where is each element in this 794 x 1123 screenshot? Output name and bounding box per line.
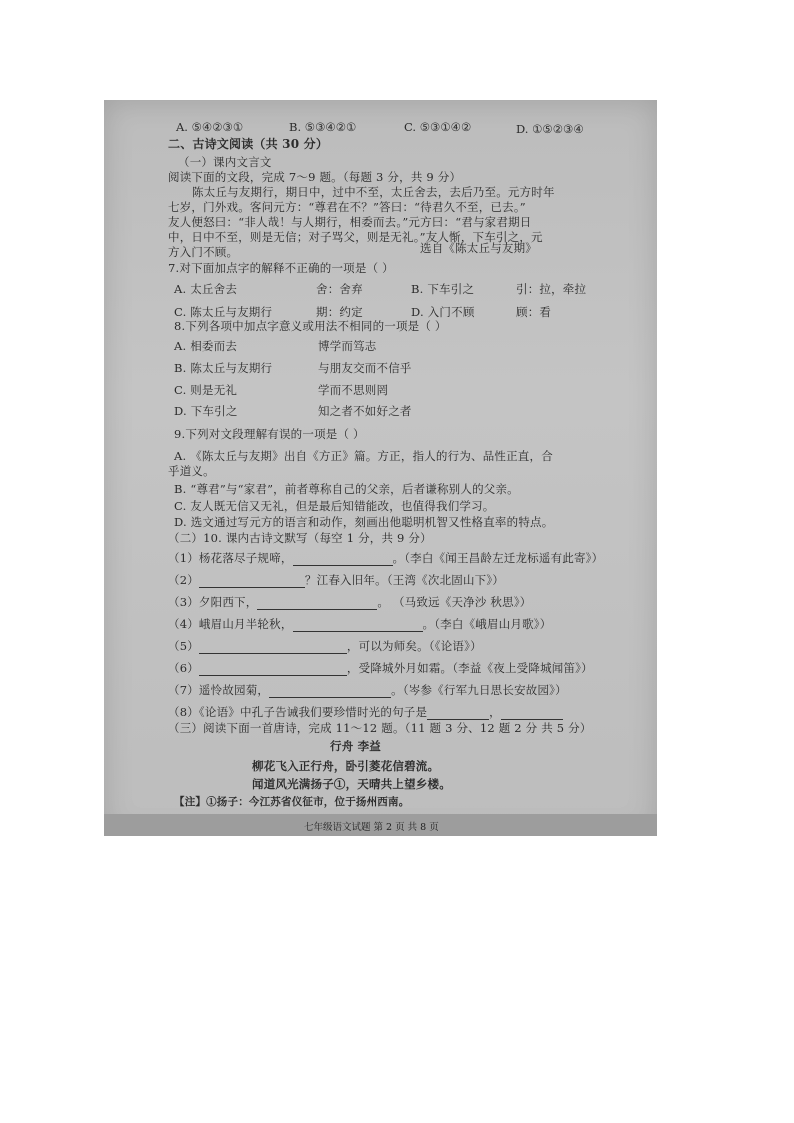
q7-option-d: D. 入门不顾 bbox=[411, 305, 475, 319]
answer-blank[interactable] bbox=[199, 575, 305, 588]
passage-line: 中，日中不至，则是无信；对子骂父，则是无礼。”友人惭，下车引之，元 bbox=[168, 230, 543, 244]
line-prompt: （2） bbox=[168, 573, 199, 587]
line-prompt: （1）杨花落尽子规啼， bbox=[168, 551, 293, 565]
line-source: ，受降城外月如霜。（李益《夜上受降城闻笛》） bbox=[346, 661, 593, 675]
q7-option-d-explanation: 顾：看 bbox=[516, 305, 552, 319]
recitation-line-8 bbox=[168, 704, 563, 720]
recitation-line-3 bbox=[168, 594, 531, 610]
answer-blank[interactable] bbox=[293, 619, 423, 632]
q9-option-b: B. “尊君”与“家君”，前者尊称自己的父亲，后者谦称别人的父亲。 bbox=[174, 482, 519, 496]
line-source: 。 （马致远《天净沙 秋思》） bbox=[377, 595, 532, 609]
q7-option-b: B. 下车引之 bbox=[411, 282, 475, 296]
option-d: D. ①⑤②③④ bbox=[516, 122, 584, 136]
question-10: （二）10. 课内古诗文默写（每空 1 分，共 9 分） bbox=[168, 531, 432, 545]
line-prompt: （8）《论语》中孔子告诫我们要珍惜时光的句子是 bbox=[168, 705, 428, 719]
question-7: 7.对下面加点字的解释不正确的一项是（ ） bbox=[168, 261, 394, 275]
poem-title: 行舟 李益 bbox=[330, 739, 382, 753]
question-8: 8.下列各项中加点字意义或用法不相同的一项是（ ） bbox=[174, 319, 447, 333]
line-prompt: （3）夕阳西下， bbox=[168, 595, 258, 609]
q7-option-c-explanation: 期：约定 bbox=[316, 305, 363, 319]
option-c: C. ⑤③①④② bbox=[404, 120, 472, 134]
answer-blank[interactable] bbox=[269, 685, 391, 698]
answer-blank[interactable] bbox=[257, 597, 377, 610]
option-b: B. ⑤③④②① bbox=[289, 120, 357, 134]
recitation-line-1 bbox=[168, 550, 603, 566]
reading-instructions: 阅读下面的文段，完成 7～9 题。（每题 3 分，共 9 分） bbox=[168, 170, 462, 184]
poem-line-1: 柳花飞入正行舟，卧引菱花信碧流。 bbox=[252, 759, 440, 773]
passage-line: 友人便怒曰：“非人哉！与人期行，相委而去。”元方曰：“君与家君期日 bbox=[168, 215, 532, 229]
q7-option-a-explanation: 舍：舍弃 bbox=[316, 282, 363, 296]
poem-line-2: 闻道风光满扬子①，天晴共上望乡楼。 bbox=[252, 777, 451, 791]
recitation-line-7 bbox=[168, 682, 567, 698]
subsection-title: （一）课内文言文 bbox=[178, 155, 272, 169]
recitation-line-4 bbox=[168, 616, 551, 632]
line-prompt: （6） bbox=[168, 661, 199, 675]
passage-line: 方入门不顾。 bbox=[168, 245, 239, 259]
line-source: ？江春入旧年。（王湾《次北固山下》） bbox=[304, 573, 505, 587]
answer-blank[interactable] bbox=[293, 553, 393, 566]
passage-line: 七岁，门外戏。客问元方：“尊君在不？”答曰：“待君久不至，已去。” bbox=[168, 200, 526, 214]
answer-blank[interactable] bbox=[199, 641, 347, 654]
answer-blank[interactable] bbox=[427, 707, 489, 720]
line-source: 。（岑参《行军九日思长安故园》） bbox=[391, 683, 567, 697]
passage-line: 陈太丘与友期行，期日中，过中不至，太丘舍去，去后乃至。元方时年 bbox=[192, 185, 555, 199]
q8-option-left: A. 相委而去 bbox=[174, 339, 238, 353]
recitation-line-5 bbox=[168, 638, 482, 654]
q8-option-right: 博学而笃志 bbox=[318, 339, 377, 353]
q9-option-a-continued: 乎道义。 bbox=[168, 464, 215, 478]
line-prompt: （4）峨眉山月半轮秋， bbox=[168, 617, 293, 631]
line-source: ，可以为师矣。（《论语》） bbox=[346, 639, 482, 653]
q7-option-a: A. 太丘舍去 bbox=[174, 282, 238, 296]
q7-option-c: C. 陈太丘与友期行 bbox=[174, 305, 273, 319]
line-source: 。（李白《闻王昌龄左迁龙标遥有此寄》） bbox=[392, 551, 604, 565]
q9-option-c: C. 友人既无信又无礼，但是最后知错能改，也值得我们学习。 bbox=[174, 499, 495, 513]
q9-option-a: A. 《陈太丘与友期》出自《方正》篇。方正，指人的行为、品性正直，合 bbox=[174, 449, 553, 463]
page-footer: 七年级语文试题 第 2 页 共 8 页 bbox=[304, 822, 439, 833]
q8-option-left: D. 下车引之 bbox=[174, 404, 238, 418]
q8-option-right: 知之者不如好之者 bbox=[318, 404, 412, 418]
q8-option-right: 学而不思则罔 bbox=[318, 383, 389, 397]
passage-source: 选自《陈太丘与友期》 bbox=[420, 241, 537, 255]
line-prompt: （7）遥怜故园菊， bbox=[168, 683, 270, 697]
q8-option-right: 与朋友交而不信乎 bbox=[318, 361, 412, 375]
recitation-line-2 bbox=[168, 572, 504, 588]
q8-option-left: B. 陈太丘与友期行 bbox=[174, 361, 273, 375]
section-title: 二、古诗文阅读（共 30 分） bbox=[168, 137, 329, 151]
question-9: 9.下列对文段理解有误的一项是（ ） bbox=[174, 427, 365, 441]
recitation-line-6 bbox=[168, 660, 593, 676]
subsection-3-title: （三）阅读下面一首唐诗，完成 11～12 题。（11 题 3 分、12 题 2 分 共 5 分） bbox=[168, 721, 592, 735]
line-separator: ， bbox=[489, 705, 501, 719]
q7-option-b-explanation: 引：拉，牵拉 bbox=[516, 282, 587, 296]
answer-blank[interactable] bbox=[501, 707, 563, 720]
line-source: 。（李白《峨眉山月歌》） bbox=[422, 617, 552, 631]
q9-option-d: D. 选文通过写元方的语言和动作，刻画出他聪明机智又性格直率的特点。 bbox=[174, 515, 554, 529]
line-prompt: （5） bbox=[168, 639, 199, 653]
scanned-exam-page bbox=[104, 100, 657, 836]
option-a: A. ⑤④②③① bbox=[176, 120, 244, 134]
answer-blank[interactable] bbox=[199, 663, 347, 676]
q8-option-left: C. 则是无礼 bbox=[174, 383, 238, 397]
poem-note: 【注】①扬子：今江苏省仪征市，位于扬州西南。 bbox=[174, 796, 410, 808]
